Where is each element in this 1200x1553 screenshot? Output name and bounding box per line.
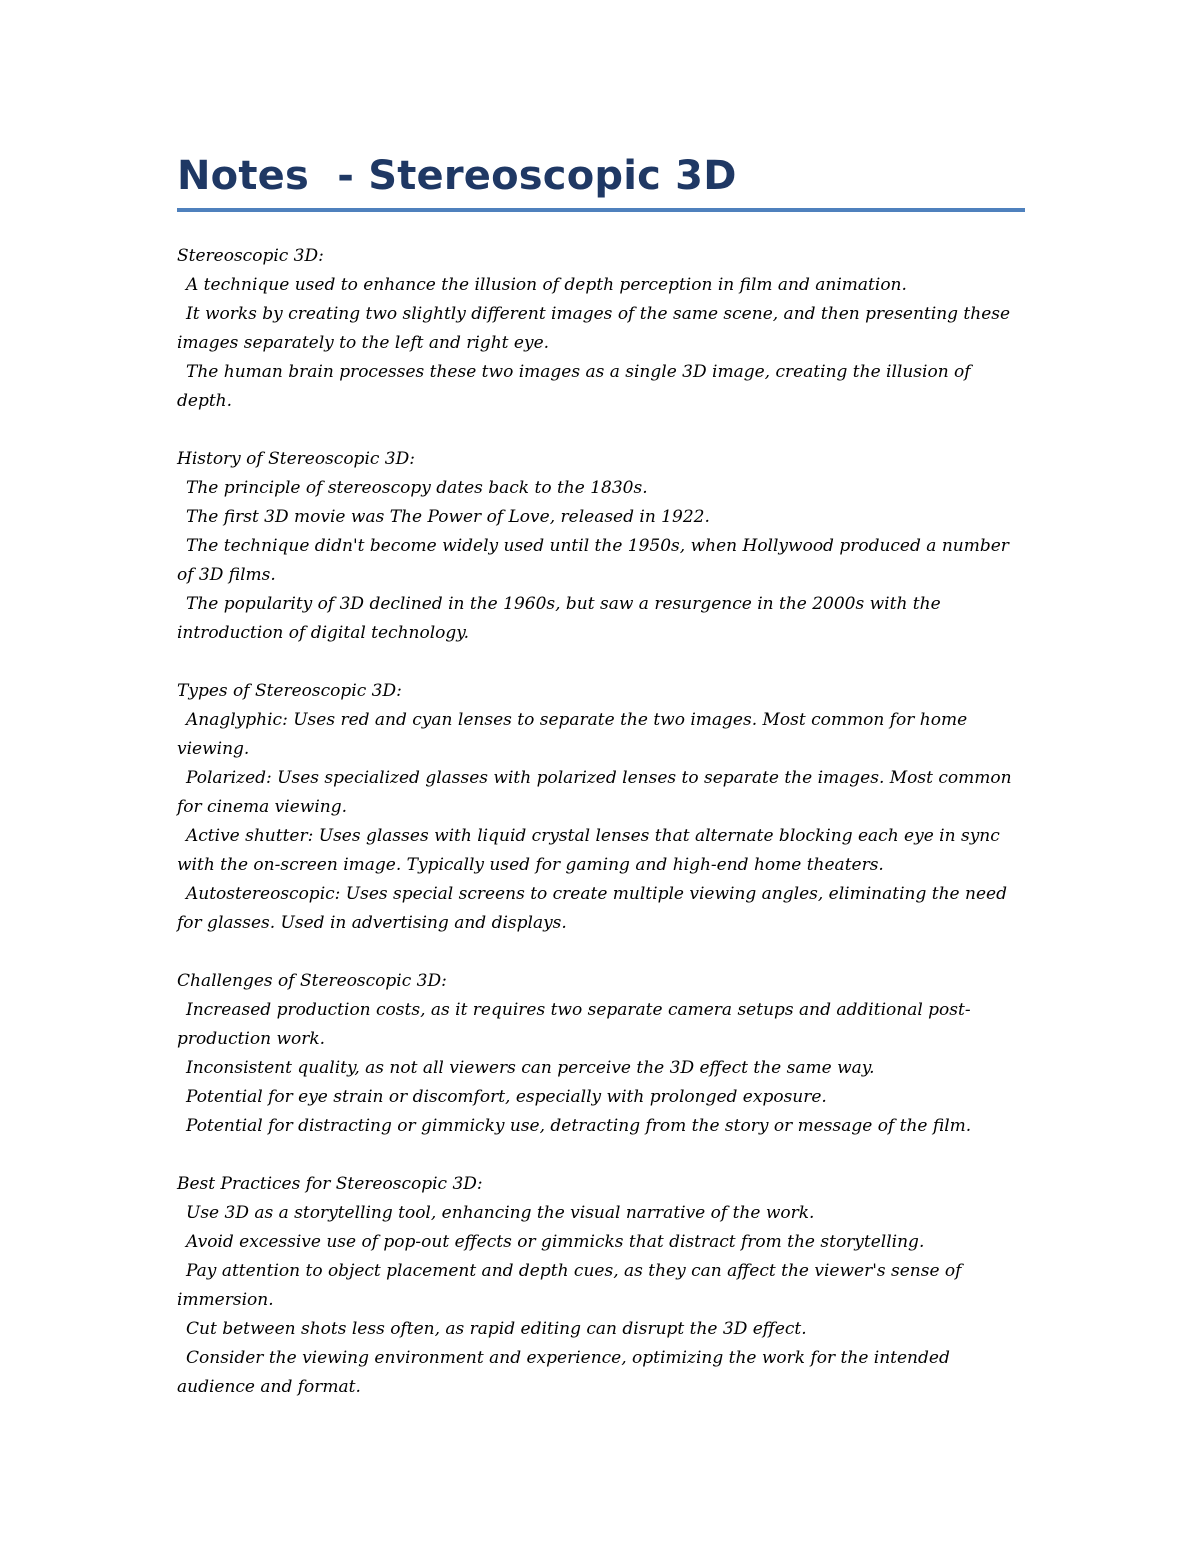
section-item: Potential for eye strain or discomfort, especially with prolonged exposure.	[186, 1087, 827, 1107]
section-item: Active shutter: Uses glasses with liquid crystal lenses that alternate blocking each eye in sync with the on-screen image. Typically used for gaming and high-end home theaters.	[177, 826, 1000, 875]
section-item: The first 3D movie was The Power of Love, released in 1922.	[186, 507, 710, 527]
section-item: A technique used to enhance the illusion of depth perception in film and animation.	[186, 275, 907, 295]
section-item: It works by creating two slightly different images of the same scene, and then presenting these images separately to the left and right eye.	[177, 304, 1011, 353]
section-item: Autostereoscopic: Uses special screens to create multiple viewing angles, eliminating the need for glasses. Used in advertising and displays.	[177, 884, 1007, 933]
notes-section	[177, 445, 1025, 648]
section-item: Anaglyphic: Uses red and cyan lenses to separate the two images. Most common for home viewing.	[177, 710, 968, 759]
document-body	[177, 242, 1025, 1402]
section-item: Use 3D as a storytelling tool, enhancing the visual narrative of the work.	[186, 1203, 815, 1223]
section-item: Avoid excessive use of pop-out effects or gimmicks that distract from the storytelling.	[186, 1232, 925, 1252]
section-heading: Stereoscopic 3D:	[177, 246, 324, 266]
section-item: Pay attention to object placement and depth cues, as they can affect the viewer's sense of immersion.	[177, 1261, 962, 1310]
title-underline	[177, 208, 1025, 212]
section-item: Consider the viewing environment and experience, optimizing the work for the intended audience and format.	[177, 1348, 950, 1397]
notes-section	[177, 967, 1025, 1141]
section-item: Cut between shots less often, as rapid editing can disrupt the 3D effect.	[186, 1319, 807, 1339]
section-item: Potential for distracting or gimmicky use, detracting from the story or message of the film.	[186, 1116, 972, 1136]
document-page	[177, 148, 1025, 1431]
section-heading: Types of Stereoscopic 3D:	[177, 681, 402, 701]
section-item: The principle of stereoscopy dates back to the 1830s.	[186, 478, 648, 498]
section-item: The technique didn't become widely used until the 1950s, when Hollywood produced a number of 3D films.	[177, 536, 1009, 585]
page-title: Notes - Stereoscopic 3D	[177, 153, 737, 199]
section-item: Increased production costs, as it requires two separate camera setups and additional post-production work.	[177, 1000, 971, 1049]
section-heading: History of Stereoscopic 3D:	[177, 449, 415, 469]
notes-section	[177, 677, 1025, 938]
section-item: Polarized: Uses specialized glasses with polarized lenses to separate the images. Most common for cinema viewing.	[177, 768, 1012, 817]
notes-section	[177, 242, 1025, 416]
section-heading: Challenges of Stereoscopic 3D:	[177, 971, 447, 991]
section-item: The human brain processes these two images as a single 3D image, creating the illusion of depth.	[177, 362, 971, 411]
section-heading: Best Practices for Stereoscopic 3D:	[177, 1174, 483, 1194]
notes-section	[177, 1170, 1025, 1402]
section-item: The popularity of 3D declined in the 1960s, but saw a resurgence in the 2000s with the introduction of digital technology.	[177, 594, 941, 643]
section-item: Inconsistent quality, as not all viewers can perceive the 3D effect the same way.	[186, 1058, 875, 1078]
